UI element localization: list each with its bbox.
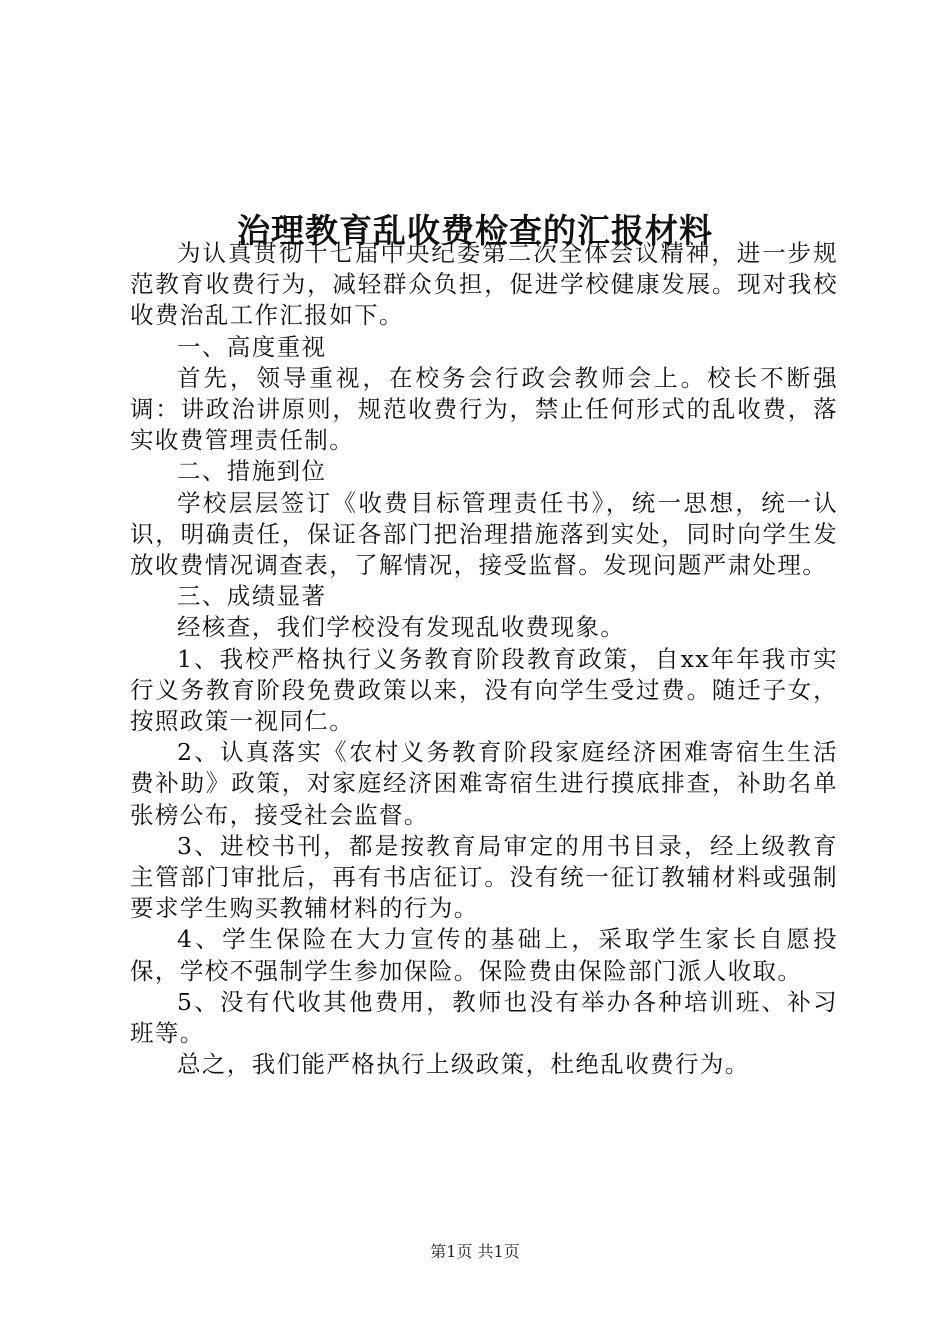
paragraph-section-2: 学校层层签订《收费目标管理责任书》，统一思想，统一认识，明确责任，保证各部门把治理措施落到实处，同时向学生发放收费情况调查表，了解情况，接受监督。发现问题严肃处理。 [130,488,838,580]
document-body [130,238,838,1080]
paragraph-conclusion: 总之，我们能严格执行上级政策，杜绝乱收费行为。 [177,1050,750,1079]
page-footer: 第1页 共1页 [430,1242,520,1261]
section-heading-1: 一、高度重视 [177,332,327,361]
list-item-3: 3、进校书刊，都是按教育局审定的用书目录，经上级教育主管部门审批后，再有书店征订。没有统一征订教辅材料或强制要求学生购买教辅材料的行为。 [130,831,838,923]
section-heading-2: 二、措施到位 [177,457,327,486]
paragraph-intro: 为认真贯彻十七届中央纪委第二次全体会议精神，进一步规范教育收费行为，减轻群众负担，促进学校健康发展。现对我校收费治乱工作汇报如下。 [130,239,838,330]
paragraph-section-3: 经核查，我们学校没有发现乱收费现象。 [177,613,626,642]
list-item-5: 5、没有代收其他费用，教师也没有举办各种培训班、补习班等。 [130,987,838,1048]
paragraph-section-1: 首先，领导重视，在校务会行政会教师会上。校长不断强调：讲政治讲原则，规范收费行为，禁止任何形式的乱收费，落实收费管理责任制。 [130,363,838,455]
section-heading-3: 三、成绩显著 [177,582,327,611]
document-title: 治理教育乱收费检查的汇报材料 [237,211,713,251]
list-item-1: 1、我校严格执行义务教育阶段教育政策，自xx年年我市实行义务教育阶段免费政策以来，没有向学生受过费。随迁子女，按照政策一视同仁。 [130,644,838,736]
list-item-4: 4、学生保险在大力宣传的基础上，采取学生家长自愿投保，学校不强制学生参加保险。保险费由保险部门派人收取。 [130,925,838,985]
list-item-2: 2、认真落实《农村义务教育阶段家庭经济困难寄宿生生活费补助》政策，对家庭经济困难寄宿生进行摸底排查，补助名单张榜公布，接受社会监督。 [130,738,838,829]
